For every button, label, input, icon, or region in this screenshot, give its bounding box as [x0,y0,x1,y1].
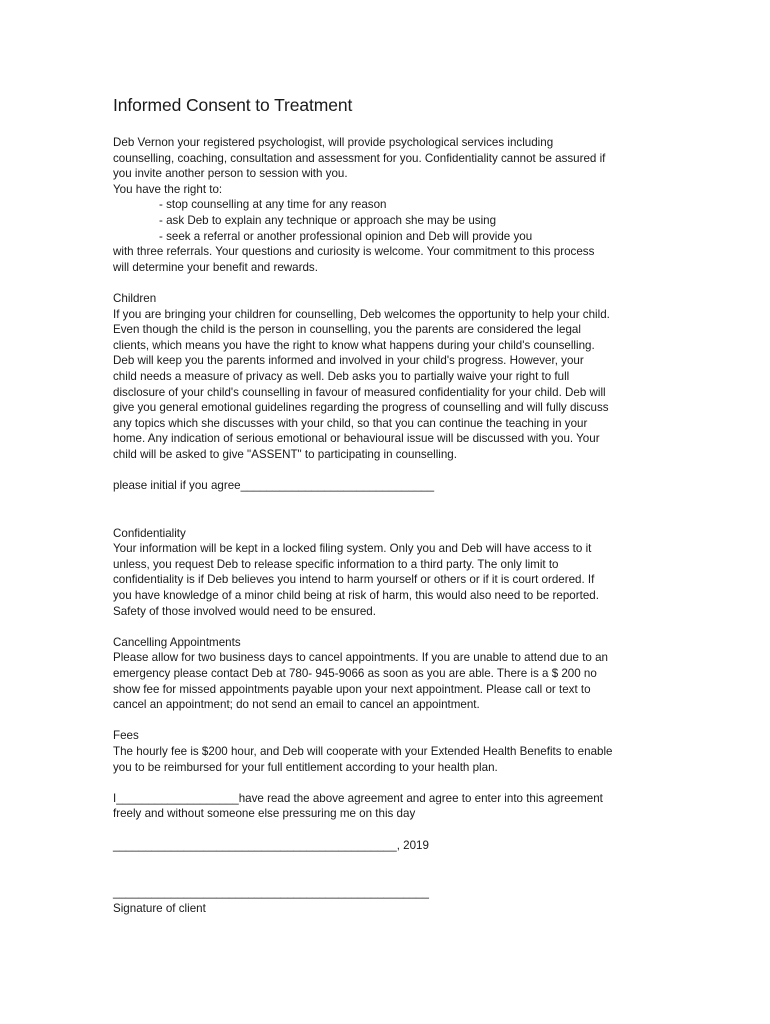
cancelling-section [113,635,661,713]
children-line: child needs a measure of privacy as well. Deb asks you to partially waive your right to full [113,369,570,383]
children-line: child will be asked to give "ASSENT" to participating in counselling. [113,447,457,461]
agreement-line: I___________________have read the above agreement and agree to enter into this agreement [113,791,603,805]
confidentiality-line: confidentiality is if Deb believes you intend to harm yourself or others or if it is court ordered. If [113,573,595,587]
fees-heading: Fees [113,729,139,743]
children-line: If you are bringing your children for counselling, Deb welcomes the opportunity to help your child. [113,307,610,321]
cancelling-line: Please allow for two business days to cancel appointments. If you are unable to attend due to an [113,651,608,665]
confidentiality-line: Safety of those involved would need to be ensured. [113,604,376,618]
children-line: give you general emotional guidelines regarding the progress of counselling and will fully discuss [113,401,609,415]
confidentiality-heading: Confidentiality [113,526,186,540]
children-line: Even though the child is the person in counselling, you the parents are considered the legal [113,323,581,337]
children-line: home. Any indication of serious emotional or behavioural issue will be discussed with you. Your [113,432,600,446]
cancelling-heading: Cancelling Appointments [113,635,241,649]
initial-line: please initial if you agree______________________________ [113,479,435,493]
confidentiality-line: unless, you request Deb to release specific information to a third party. The only limit to [113,557,559,571]
agreement-line: freely and without someone else pressuring me on this day [113,807,416,821]
children-line: clients, which means you have the right to know what happens during your child's counselling. [113,338,595,352]
intro-paragraph [113,135,661,275]
right-item: - stop counselling at any time for any reason [159,198,387,212]
signature-label: Signature of client [113,901,206,915]
intro-line: counselling, coaching, consultation and assessment for you. Confidentiality cannot be assured if [113,151,606,165]
cancelling-line: show fee for missed appointments payable upon your next appointment. Please call or text to [113,682,591,696]
date-field [113,838,661,854]
document-page [113,94,661,916]
intro-line: you invite another person to session with you. [113,167,348,181]
fees-line: The hourly fee is $200 hour, and Deb will cooperate with your Extended Health Benefits to enable [113,744,613,758]
right-item: - seek a referral or another professional opinion and Deb will provide you [159,229,533,243]
signature-field [113,885,661,916]
children-line: any topics which she discusses with your child, so that you can continue the teaching in your [113,416,588,430]
children-line: Deb will keep you the parents informed and involved in your child's progress. However, your [113,354,584,368]
fees-section [113,728,661,775]
fees-line: you to be reimbursed for your full entitlement according to your health plan. [113,760,498,774]
confidentiality-section [113,526,661,620]
signature-line: _________________________________________________ [113,886,429,900]
cancelling-line: cancel an appointment; do not send an email to cancel an appointment. [113,698,480,712]
children-section [113,291,661,463]
intro-line: will determine your benefit and rewards. [113,260,318,274]
children-line: disclosure of your child's counselling in favour of measured confidentiality for your child. Deb will [113,385,606,399]
rights-heading: You have the right to: [113,182,223,196]
initial-field [113,478,661,494]
intro-line: with three referrals. Your questions and curiosity is welcome. Your commitment to this process [113,245,595,259]
confidentiality-line: Your information will be kept in a locked filing system. Only you and Deb will have access to it [113,542,592,556]
intro-line: Deb Vernon your registered psychologist, will provide psychological services including [113,136,554,149]
cancelling-line: emergency please contact Deb at 780- 945-9066 as soon as you are able. There is a $ 200 no [113,667,597,680]
document-title: Informed Consent to Treatment [113,95,353,115]
right-item: - ask Deb to explain any technique or approach she may be using [159,213,497,227]
children-heading: Children [113,291,157,305]
agreement-section [113,791,661,822]
confidentiality-line: you have knowledge of a minor child being at risk of harm, this would also need to be reported. [113,589,599,603]
date-line: ____________________________________________, 2019 [113,838,429,852]
